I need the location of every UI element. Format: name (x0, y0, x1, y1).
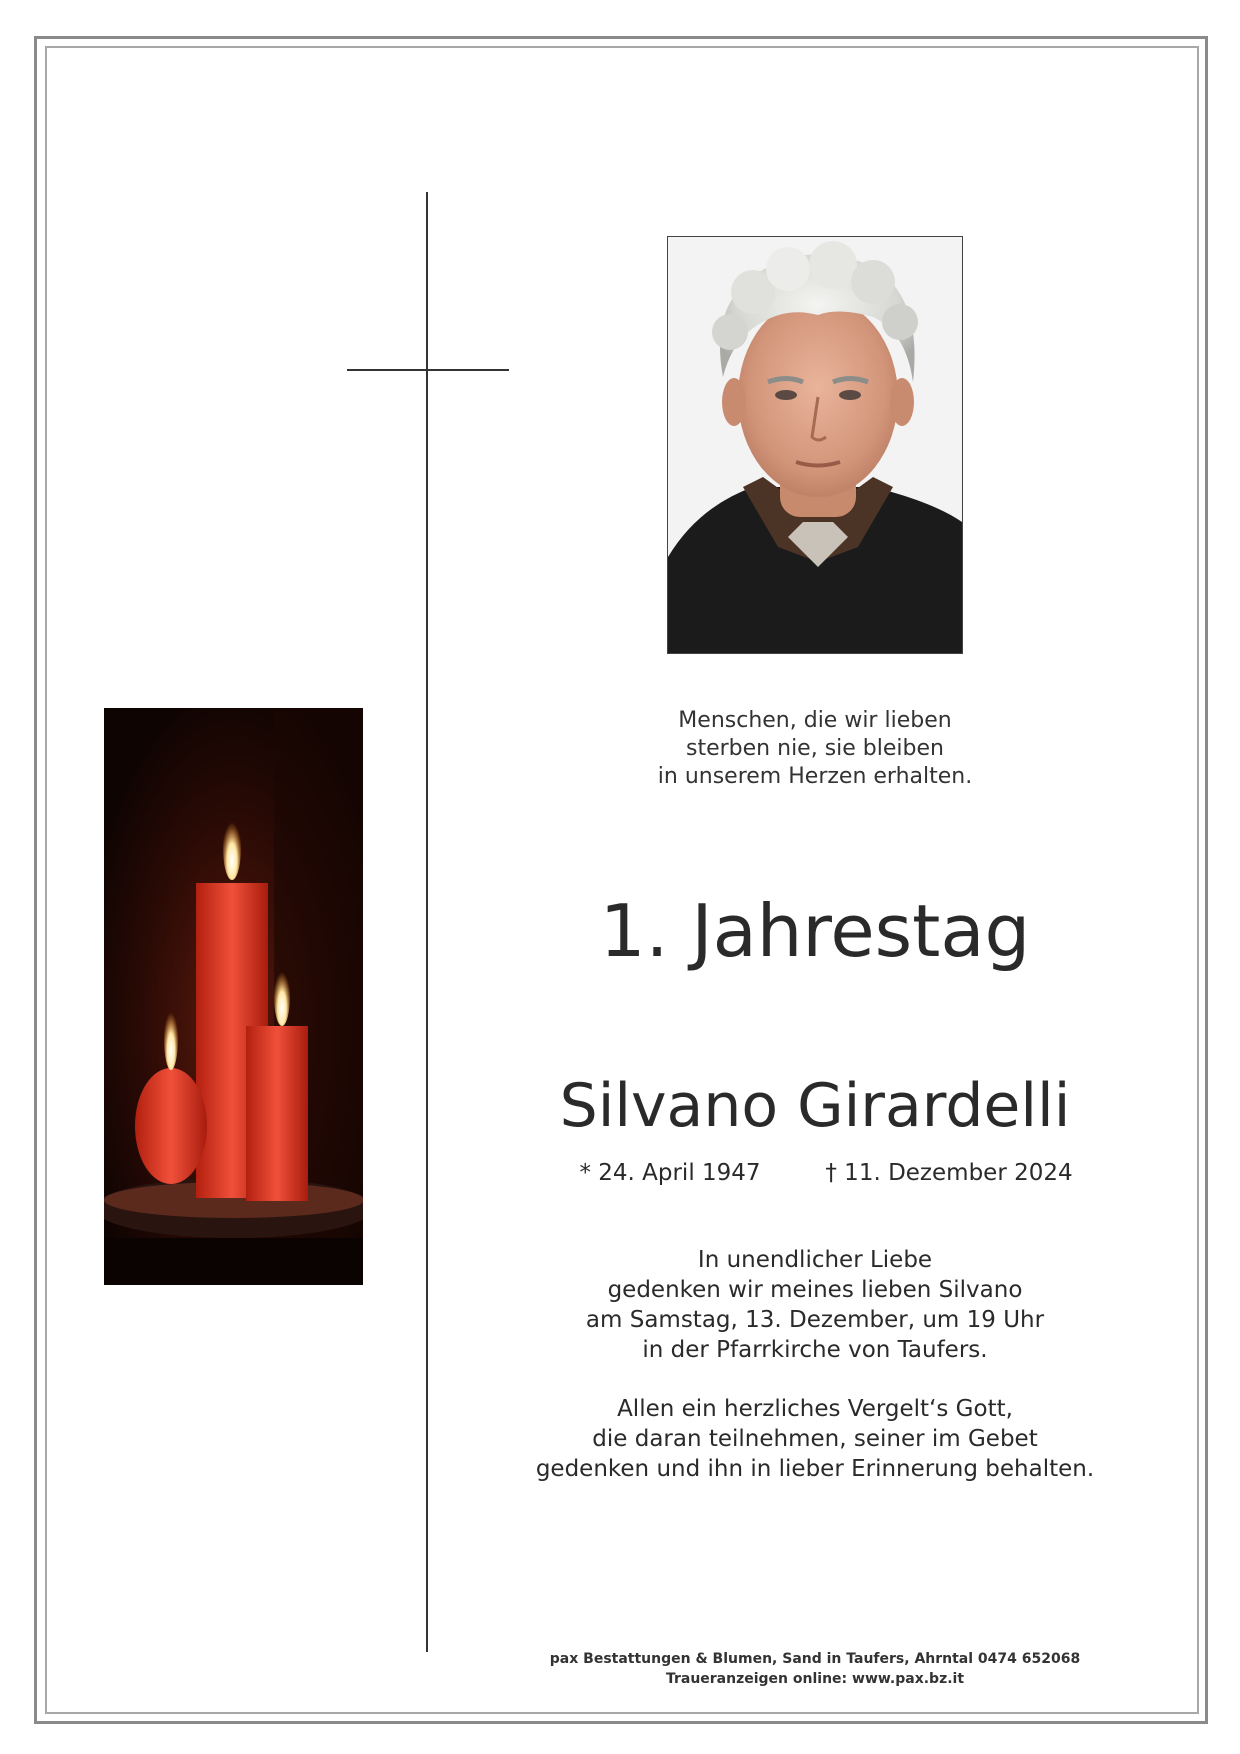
footer-address: pax Bestattungen & Blumen, Sand in Taufers, Ahrntal 0474 652068 (549, 1651, 1081, 1667)
memorial-quote (560, 707, 1070, 791)
invitation-line: gedenken wir meines lieben Silvano (607, 1277, 1023, 1303)
death-date: † 11. Dezember 2024 (825, 1160, 1073, 1186)
invitation-line: In unendlicher Liebe (697, 1247, 933, 1273)
funeral-home-footer (520, 1649, 1110, 1689)
cross-vertical-bar (426, 192, 428, 1652)
anniversary-heading: 1. Jahrestag (599, 889, 1031, 973)
thanks-line: die daran teilnehmen, seiner im Gebet (592, 1426, 1038, 1452)
deceased-name: Silvano Girardelli (559, 1071, 1071, 1141)
portrait-photo (667, 236, 963, 654)
invitation-line: in der Pfarrkirche von Taufers. (642, 1337, 988, 1363)
quote-line-3: in unserem Herzen erhalten. (657, 764, 973, 789)
quote-line-1: Menschen, die wir lieben (678, 708, 952, 733)
cross-horizontal-bar (347, 369, 509, 371)
invitation-line: am Samstag, 13. Dezember, um 19 Uhr (585, 1307, 1045, 1333)
portrait-illustration (668, 237, 962, 653)
thanks-paragraph (520, 1394, 1110, 1484)
thanks-line: gedenken und ihn in lieber Erinnerung behalten. (535, 1456, 1095, 1482)
candles-illustration (104, 708, 363, 1285)
birth-date: * 24. April 1947 (579, 1160, 761, 1186)
quote-line-2: sterben nie, sie bleiben (686, 736, 944, 761)
candles-photo (104, 708, 363, 1285)
thanks-line: Allen ein herzliches Vergelt‘s Gott, (617, 1396, 1013, 1422)
footer-website: Traueranzeigen online: www.pax.bz.it (665, 1671, 965, 1687)
invitation-paragraph (520, 1245, 1110, 1365)
